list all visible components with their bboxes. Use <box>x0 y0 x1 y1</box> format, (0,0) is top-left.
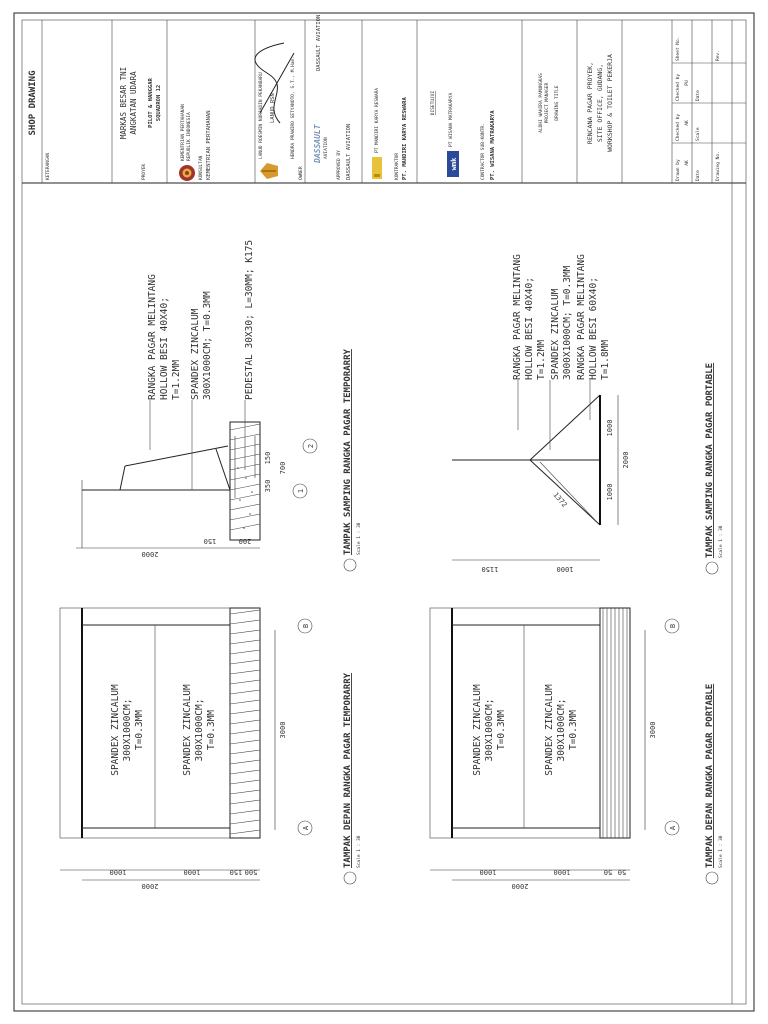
callout-rangka-1: RANGKA PAGAR MELINTANG <box>147 274 158 400</box>
tb-mkr-small: PT MANDIRI KARYA RESWARA <box>375 87 380 153</box>
dim-1000a: 1000 <box>479 868 497 876</box>
brace-line <box>216 449 230 490</box>
tb-keterangan-label: KETERANGAN <box>46 152 51 180</box>
tb-dt-line3: WORKSHOP & TOILET PEKERJA <box>606 54 614 152</box>
tb-proyek-line2: SQUADRON 12 <box>156 84 162 122</box>
sheet-border-outer <box>14 13 754 1011</box>
dim-2000: 2000 <box>141 882 159 890</box>
tb-checked-by2: Checked by <box>676 73 681 101</box>
view-scale: Scale 1 : 30 <box>357 522 362 555</box>
wmk-logo-icon <box>447 151 459 177</box>
tb-konsultan-label: KONSULTAN <box>199 155 204 180</box>
tb-scale-label: Scale <box>696 127 701 141</box>
tb-kemhan-line1: KEMENTRIAN PERTAHANAN <box>181 104 186 161</box>
panel1-text-3: T=0.3MM <box>496 709 507 751</box>
panel2-text-3: T=0.3MM <box>568 709 579 751</box>
dim-base-total: 2000 <box>622 451 630 469</box>
callout-rangka-3: T=1.2MM <box>171 359 182 400</box>
callout-spandex-1: SPANDEX ZINCALUM <box>190 308 201 400</box>
dim-150: 150 <box>229 868 243 876</box>
view-title: TAMPAK DEPAN RANGKA PAGAR PORTABLE <box>705 683 715 868</box>
callout-rangka-2: HOLLOW BESI 40X40; <box>524 277 535 380</box>
tb-lanud-short: LANUD RSN <box>270 93 276 123</box>
callout-rangka-b-2: HOLLOW BESI 60X40; <box>588 277 599 380</box>
tb-dassault-right: DASSAULT AVIATION <box>316 14 322 71</box>
brace-line <box>530 395 600 460</box>
grid-b: B <box>669 623 677 629</box>
view-side-portable <box>452 254 724 574</box>
tb-kontraktor-label: KONTRAKTOR <box>395 152 400 180</box>
dim-1000b: 1000 <box>183 868 201 876</box>
tb-approved-label: APPROVED BY <box>337 150 342 180</box>
callout-rangka-1: RANGKA PAGAR MELINTANG <box>512 254 523 380</box>
dim-1372: 1372 <box>551 490 569 510</box>
tb-date-label2: Date <box>696 90 701 101</box>
dim-200: 200 <box>238 537 252 545</box>
dim-3000: 3000 <box>279 721 287 739</box>
tb-checked-by: Checked by <box>676 113 681 141</box>
tb-sheet-no: Sheet No. <box>676 36 681 61</box>
view-side-temporary <box>76 240 362 571</box>
dim-3000: 3000 <box>649 721 657 739</box>
dim-2000: 2000 <box>141 550 159 558</box>
view-front-temporary <box>60 608 362 890</box>
brace-line <box>125 446 228 466</box>
callout-spandex-2: 3000X1000CM; T=0.3MM <box>562 265 573 380</box>
title-block <box>28 15 746 183</box>
tb-lanud-small: LANUD ROESMIN NURJADIN PEKANBARU <box>259 72 264 159</box>
tb-konsultan-name: KEMENTRIAN PERTAHANAN <box>206 110 212 180</box>
tb-disetujui-label: DISETUJUI <box>431 90 436 116</box>
tb-dt-line1: RENCANA PAGAR PROYEK, <box>586 61 594 145</box>
tb-approved-name: DASSAULT AVIATION <box>346 123 352 180</box>
grid-b: B <box>302 623 310 629</box>
view-marker <box>344 559 356 571</box>
tb-drawing-no: Drawing No. <box>716 151 721 181</box>
callout-rangka-2: HOLLOW BESI 40X40; <box>159 297 170 400</box>
callout-rangka-b-3: T=1.8MM <box>600 339 611 380</box>
dim-50b: 50 <box>617 868 627 876</box>
callout-rangka-3: T=1.2MM <box>536 339 547 380</box>
tb-proyek-line1: PILOT & HANGGAR <box>148 78 154 128</box>
tb-dt-line2: SITE OFFICE, GUDANG, <box>596 63 604 143</box>
panel1-text-3: T=0.3MM <box>134 709 145 751</box>
brace-line <box>120 466 125 490</box>
grid-a: A <box>669 825 677 831</box>
view-marker <box>344 872 356 884</box>
panel1-text-1: SPANDEX ZINCALUM <box>110 684 121 776</box>
view-scale: Scale 1 : 30 <box>719 835 724 868</box>
view-marker <box>706 562 718 574</box>
panel1-text-1: SPANDEX ZINCALUM <box>472 684 483 776</box>
view-title: TAMPAK DEPAN RANGKA PAGAR TEMPORARRY <box>343 672 353 868</box>
tb-drawing-title-label: DRAWING TITLE <box>555 85 560 121</box>
panel2-text-1: SPANDEX ZINCALUM <box>544 684 555 776</box>
grid-1: 1 <box>297 488 305 494</box>
tb-checked2-val: PU <box>685 80 690 86</box>
tb-kontraktor-name: PT. MANDIRI KARYA RESWARA <box>402 97 408 180</box>
callout-spandex-1: SPANDEX ZINCALUM <box>550 288 561 380</box>
grid-a: A <box>302 825 310 831</box>
tb-header: SHOP DRAWING <box>28 70 38 136</box>
dim-1150: 1150 <box>481 565 499 573</box>
kemhan-emblem-icon <box>179 165 195 181</box>
panel2-text-2: 300X1000CM; <box>556 698 567 762</box>
dim-150b: 150 <box>264 451 272 465</box>
lanud-emblem-icon <box>260 163 278 179</box>
view-marker <box>706 872 718 884</box>
dim-700: 700 <box>279 461 287 475</box>
dim-350: 350 <box>264 479 272 493</box>
tb-contractor-name: PT. WISANA MATRAKARYA <box>490 110 496 180</box>
dim-base2: 1000 <box>606 483 614 501</box>
tb-pm-name: ALDHI WAHIRA PAMUNGKAS <box>539 73 544 133</box>
tb-drawn-by: Drawn by <box>676 159 681 181</box>
tb-proyek-label: PROYEK <box>142 163 147 180</box>
tb-dassault-logo: DASSAULT <box>313 124 322 163</box>
tb-dassault-sub: AVIATION <box>324 137 329 159</box>
view-title: TAMPAK SAMPING RANGKA PAGAR TEMPORARRY <box>343 349 353 555</box>
tb-owner-line2: ANGKATAN UDARA <box>129 71 138 135</box>
tb-signature-caption: HENDRA PRAWIRO SETYANOTO, S.T., M.Han. <box>291 56 296 159</box>
dim-2000: 2000 <box>511 882 529 890</box>
panel1-text-2: 300X1000CM; <box>122 698 133 762</box>
view-front-portable <box>430 608 724 890</box>
tb-date-label: Date <box>696 170 701 181</box>
panel2-text-1: SPANDEX ZINCALUM <box>182 684 193 776</box>
tb-contractor-label: CONTRACTOR SUB-KONTR. <box>481 123 486 180</box>
view-scale: Scale 1 : 30 <box>719 525 724 558</box>
dim-50a: 50 <box>603 868 613 876</box>
tb-wmk-small: PT WISANA MATRAKARYA <box>449 92 454 147</box>
callout-pedestal: PEDESTAL 30X30; L=30MM; K175 <box>244 239 255 400</box>
tb-owner2-label: OWNER <box>299 166 304 180</box>
callout-rangka-b-1: RANGKA PAGAR MELINTANG <box>576 254 587 380</box>
tb-checked-val: AK <box>685 120 690 126</box>
brace-line <box>530 460 600 525</box>
mkr-logo-icon <box>372 157 382 179</box>
brace-line <box>540 462 595 520</box>
dim-500: 500 <box>244 868 258 876</box>
sheet-border-inner <box>22 20 746 1004</box>
view-title: TAMPAK SAMPING RANGKA PAGAR PORTABLE <box>705 362 715 558</box>
panel2-text-3: T=0.3MM <box>206 709 217 751</box>
callout-spandex-2: 300X1000CM; T=0.3MM <box>202 291 213 400</box>
dim-1000a: 1000 <box>109 868 127 876</box>
view-scale: Scale 1 : 30 <box>357 835 362 868</box>
tb-drawn-val: AK <box>685 160 690 166</box>
dim-1000b: 1000 <box>553 868 571 876</box>
tb-pm-role: PROJECT MANAGER <box>545 82 550 124</box>
tb-owner-line1: MARKAS BESAR TNI <box>119 66 128 140</box>
panel1-text-2: 300X1000CM; <box>484 698 495 762</box>
grid-2: 2 <box>307 443 315 449</box>
tb-rev-label: Rev. <box>716 50 721 61</box>
svg-text:wmk: wmk <box>450 157 458 171</box>
dim-150: 150 <box>203 537 217 545</box>
dim-base1: 1000 <box>606 419 614 437</box>
panel2-text-2: 300X1000CM; <box>194 698 205 762</box>
dim-1000: 1000 <box>556 565 574 573</box>
tb-kemhan-line2: REPUBLIK INDONESIA <box>187 112 192 161</box>
